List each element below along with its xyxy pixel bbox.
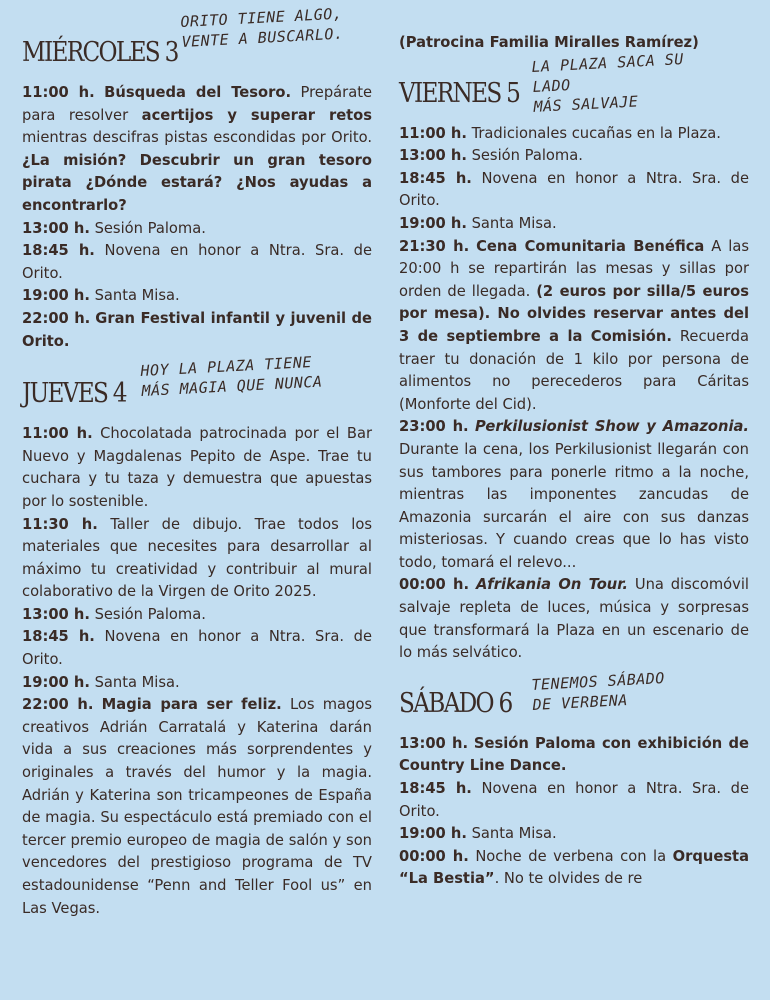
event-novena: 18:45 h. Novena en honor a Ntra. Sra. de Orito. [399, 780, 749, 820]
event-session: 13:00 h. Sesión Paloma. [399, 147, 583, 165]
right-column [399, 32, 749, 891]
event-afrikania: 00:00 h. Afrikania On Tour. Una discomóvil salvaje repleta de luces, música y sorpresas que transformará la Plaza en un escenario de lo más selvático. [399, 576, 749, 662]
event-treasure-hunt: 11:00 h. Búsqueda del Tesoro. Prepárate para resolver acertijos y superar retos mientras descifras pistas escondidas por Orito. ¿La misión? Descubrir un gran tesoro pirata ¿Dónde estará? ¿Nos ayudas a encontrarlo? [22, 84, 373, 214]
event-drawing-workshop: 11:30 h. Taller de dibujo. Trae todos los materiales que necesites para desarrollar al máximo tu creatividad y contribuir al mural colaborativo de la Virgen de Orito 2025. [22, 515, 372, 601]
handwritten-note: ORITO TIENE ALGO, VENTE A BUSCARLO. [180, 4, 344, 51]
left-column [22, 4, 373, 920]
handwritten-note: TENEMOS SÁBADO DE VERBENA [531, 668, 666, 714]
event-country-dance: 13:00 h. Sesión Paloma con exhibición de Country Line Dance. [399, 734, 750, 775]
event-mass: 19:00 h. Santa Misa. [399, 825, 557, 843]
day-title: MIÉRCOLES 3 [22, 37, 178, 68]
event-novena: 18:45 h. Novena en honor a Ntra. Sra. de Orito. [22, 628, 372, 669]
event-chocolate: 11:00 h. Chocolatada patrocinada por el Bar Nuevo y Magdalenas Pepito de Aspe. Trae tu cuchara y tu taza y demuestra que apuestas por lo sostenible. [22, 425, 372, 510]
event-novena: 18:45 h. Novena en honor a Ntra. Sra. de Orito. [22, 242, 372, 282]
handwritten-note: HOY LA PLAZA TIENE MÁS MAGIA QUE NUNCA [140, 353, 323, 401]
event-festival: 22:00 h. Gran Festival infantil y juvenil de Orito. [22, 309, 372, 350]
event-mass: 19:00 h. Santa Misa. [399, 214, 557, 232]
event-mass: 19:00 h. Santa Misa. [22, 287, 180, 305]
day-header-thursday [22, 353, 372, 423]
event-session: 13:00 h. Sesión Paloma. [22, 605, 206, 623]
event-magic-show: 22:00 h. Magia para ser feliz. Los magos creativos Adrián Carratalá y Katerina darán vida a sus creaciones más sorprendentes y originales a través del humor y la magia. Adrián y Katerina son tricampeones de España de magia. Su espectáculo está premiado con el tercer premio europeo de magia de salón y son vencedores del prestigioso programa de TV estadounidense “Penn and Teller Fool us” en Las Vegas. [22, 696, 373, 917]
event-verbena: 00:00 h. Noche de verbena con la Orquesta “La Bestia”. No te olvides de re [399, 847, 749, 888]
event-perkilusionist: 23:00 h. Perkilusionist Show y Amazonia. Durante la cena, los Perkilusionist llegarán con sus tambores para ponerle ritmo a la noche, mientras las imponentes zancudas de Amazonia surcarán el aire con sus danzas misteriosas. Y cuando creas que lo has visto todo, tomará el relevo... [399, 418, 749, 571]
event-novena: 18:45 h. Novena en honor a Ntra. Sra. de Orito. [399, 169, 749, 210]
day-title: JUEVES 4 [22, 378, 126, 410]
day-header-saturday [399, 665, 749, 733]
day-header-friday [399, 49, 749, 123]
event-cucanas: 11:00 h. Tradicionales cucañas en la Plaza. [399, 124, 721, 142]
event-mass: 19:00 h. Santa Misa. [22, 673, 180, 691]
event-session: 13:00 h. Sesión Paloma. [22, 219, 206, 237]
day-header-wednesday [22, 4, 372, 82]
handwritten-note: LA PLAZA SACA SU LADO MÁS SALVAJE [531, 49, 685, 116]
event-magic-show-sponsor: (Patrocina Familia Miralles Ramírez) [399, 34, 699, 51]
day-title: SÁBADO 6 [399, 687, 512, 719]
event-charity-dinner: 21:30 h. Cena Comunitaria Benéfica A las 20:00 h se repartirán las mesas y sillas por orden de llegada. (2 euros por silla/5 euros por mesa). No olvides reservar antes del 3 de septiembre a la Comisión. Recuerda traer tu donación de 1 kilo por persona de alimentos no perecederos para Cáritas (Monforte del Cid). [399, 237, 750, 413]
day-title: VIERNES 5 [399, 77, 520, 109]
